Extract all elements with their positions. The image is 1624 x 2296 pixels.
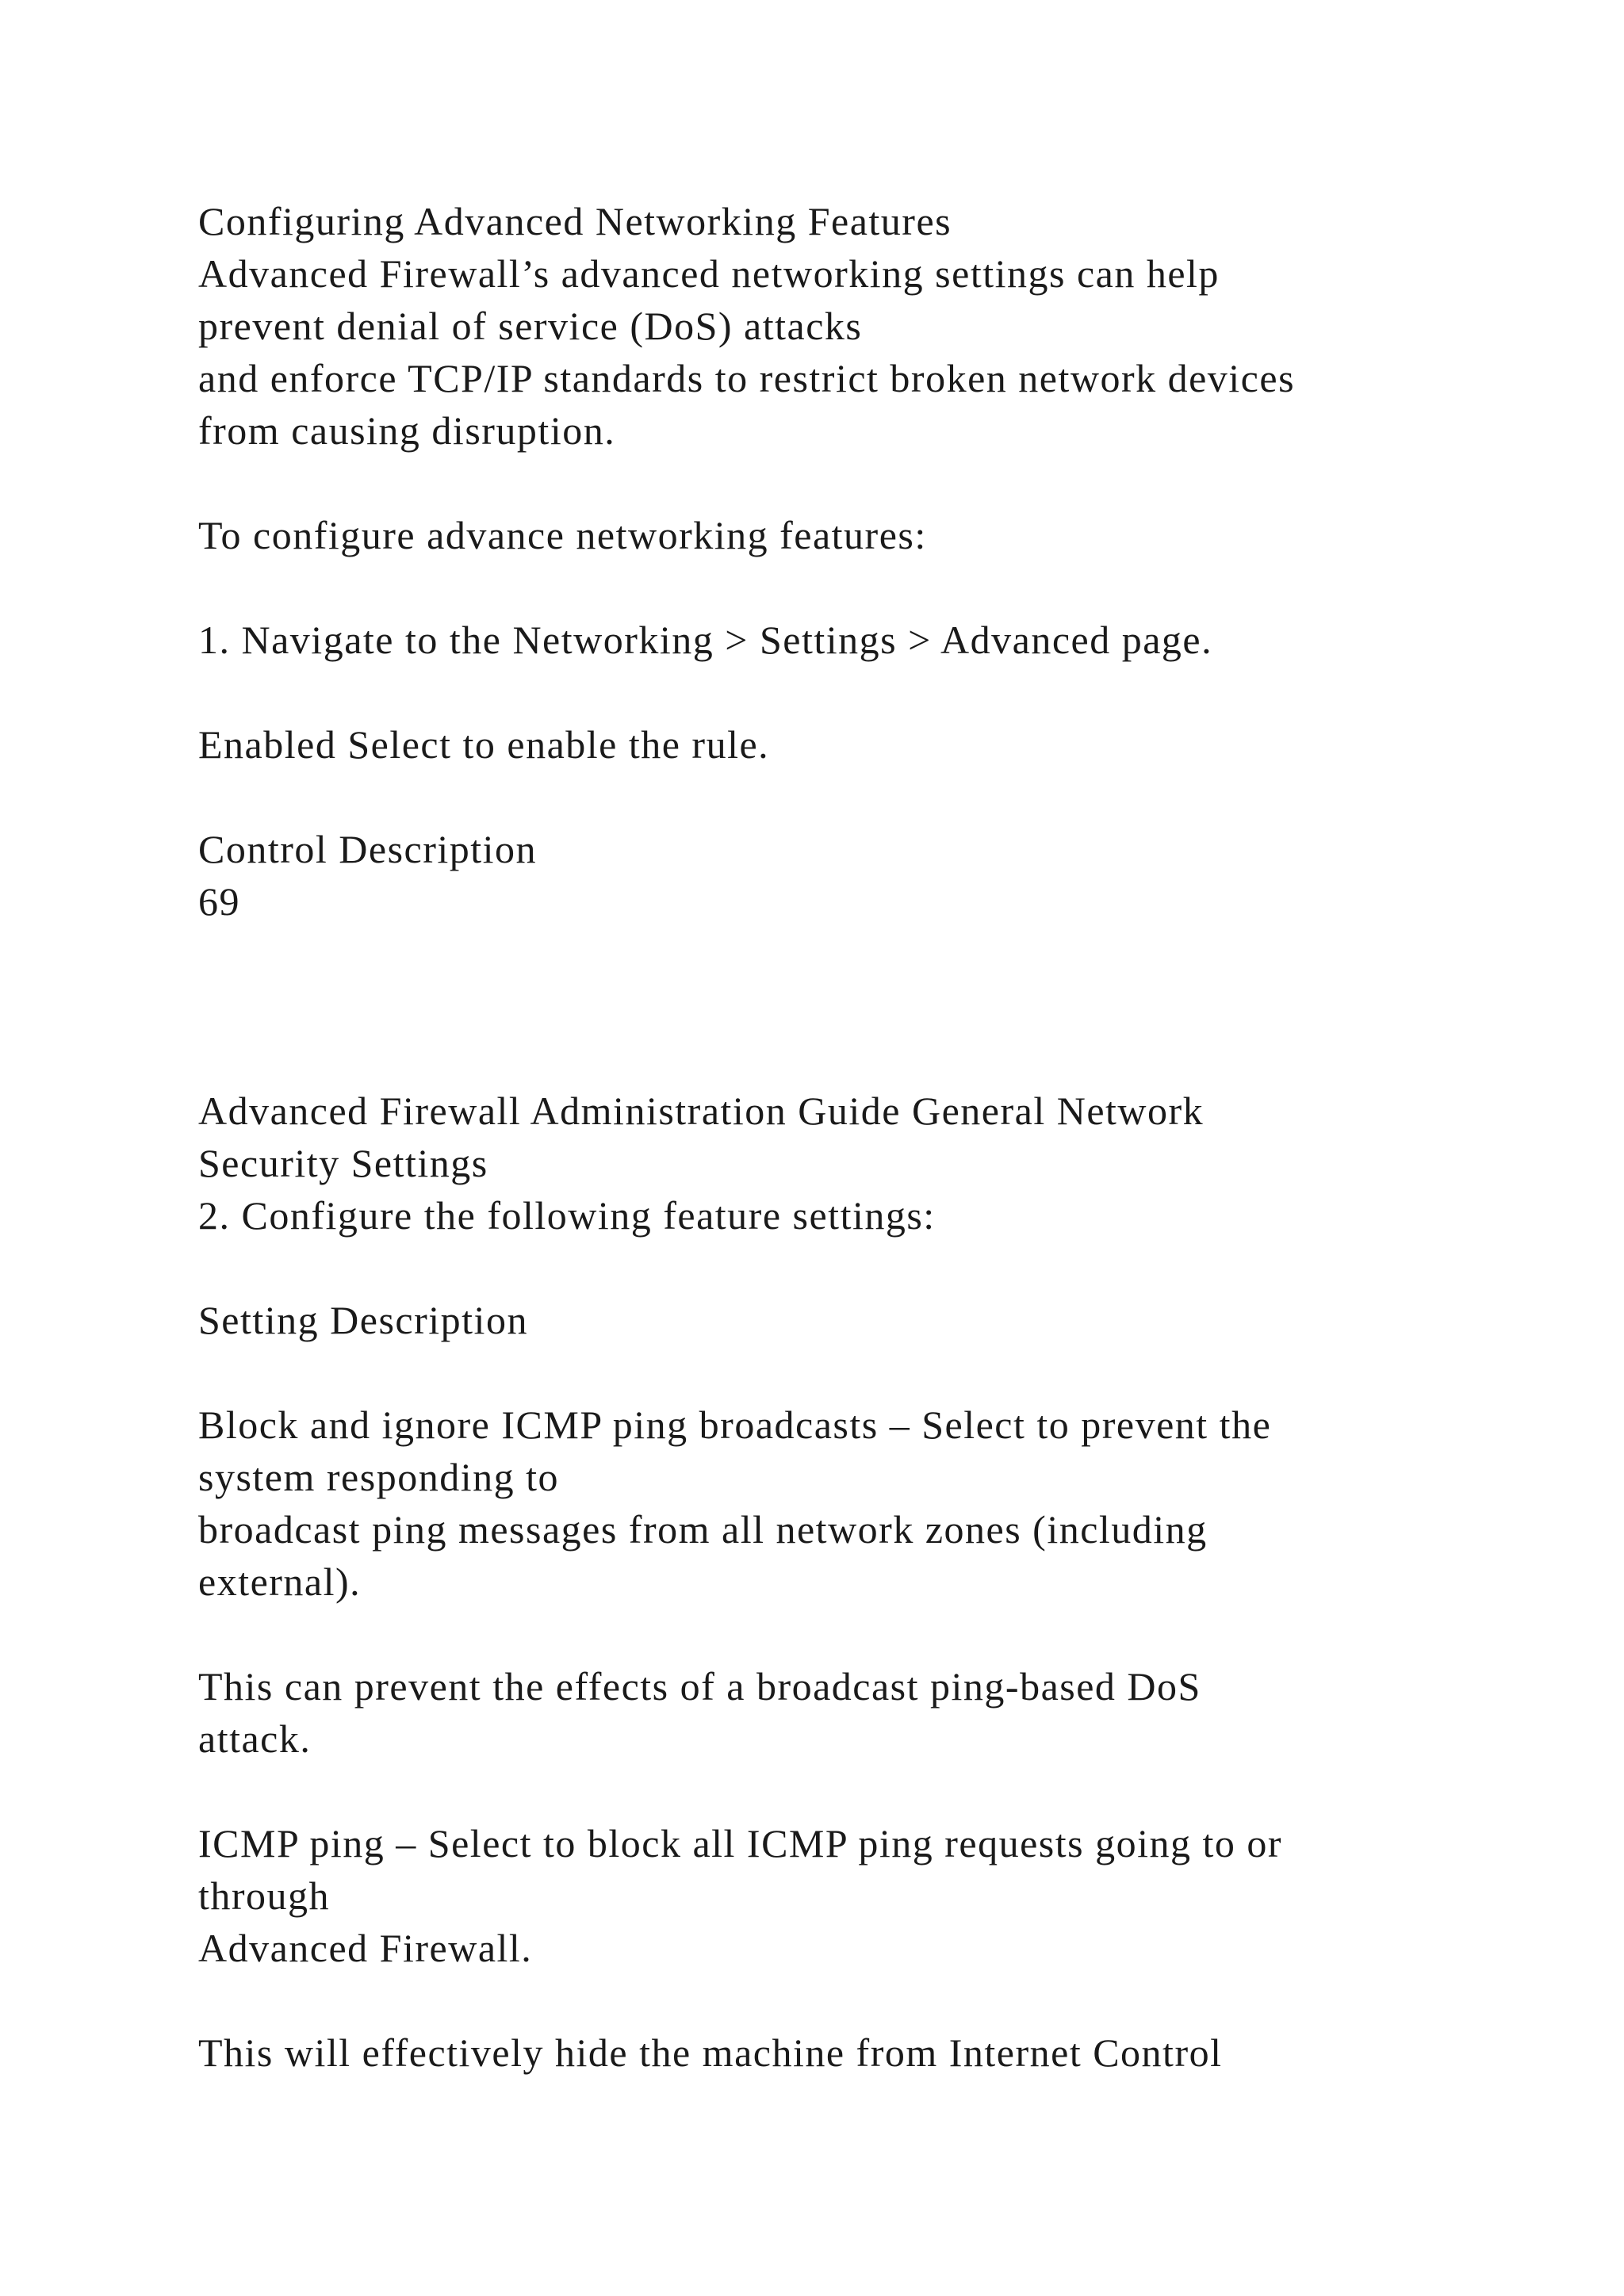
spacer xyxy=(198,561,1467,614)
running-header: Security Settings xyxy=(198,1141,488,1185)
block-icmp-broadcasts-text: Block and ignore ICMP ping broadcasts – Select to prevent the xyxy=(198,1402,1272,1447)
section-title: Configuring Advanced Networking Features xyxy=(198,199,952,243)
procedure-intro: To configure advance networking features: xyxy=(198,513,927,557)
step-2: 2. Configure the following feature settings: xyxy=(198,1193,936,1238)
control-description-header: Control Description xyxy=(198,827,538,871)
spacer xyxy=(198,1346,1467,1399)
icmp-ping-text: Advanced Firewall. xyxy=(198,1926,533,1970)
spacer xyxy=(198,771,1467,823)
spacer xyxy=(198,1608,1467,1660)
block-icmp-broadcasts-note: attack. xyxy=(198,1716,312,1761)
spacer xyxy=(198,1765,1467,1817)
intro-line: from causing disruption. xyxy=(198,408,616,453)
block-icmp-broadcasts-text: system responding to xyxy=(198,1455,559,1499)
block-icmp-broadcasts-text: broadcast ping messages from all network zones (including xyxy=(198,1507,1208,1552)
section-general-network-security xyxy=(198,1085,1467,2079)
running-header: Advanced Firewall Administration Guide General Network xyxy=(198,1089,1205,1133)
enabled-row: Enabled Select to enable the rule. xyxy=(198,722,770,767)
block-icmp-broadcasts-note: This can prevent the effects of a broadcast ping-based DoS xyxy=(198,1664,1201,1709)
intro-line: and enforce TCP/IP standards to restrict broken network devices xyxy=(198,356,1296,400)
spacer xyxy=(198,666,1467,718)
icmp-ping-text: ICMP ping – Select to block all ICMP ping requests going to or xyxy=(198,1821,1282,1866)
spacer xyxy=(198,457,1467,509)
document-page xyxy=(198,195,1467,2079)
page-break-gap xyxy=(198,928,1467,1085)
section-advanced-networking xyxy=(198,195,1467,928)
intro-line: Advanced Firewall’s advanced networking settings can help xyxy=(198,251,1220,296)
page-number: 69 xyxy=(198,879,240,924)
step-1: 1. Navigate to the Networking > Settings > Advanced page. xyxy=(198,618,1213,662)
spacer xyxy=(198,1242,1467,1294)
intro-line: prevent denial of service (DoS) attacks xyxy=(198,304,863,348)
spacer xyxy=(198,1974,1467,2026)
icmp-ping-text: through xyxy=(198,1873,331,1918)
setting-description-header: Setting Description xyxy=(198,1298,528,1342)
block-icmp-broadcasts-text: external). xyxy=(198,1559,362,1604)
icmp-ping-note: This will effectively hide the machine from Internet Control xyxy=(198,2030,1223,2075)
